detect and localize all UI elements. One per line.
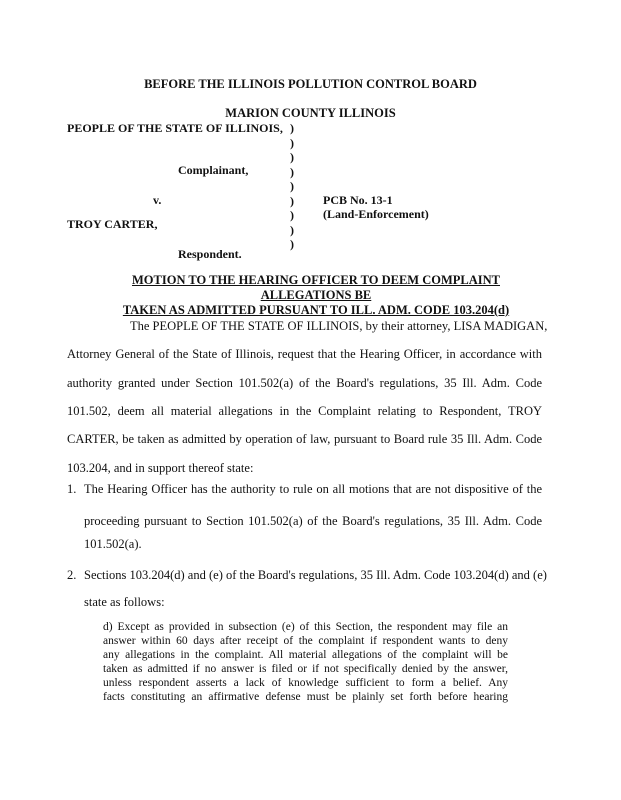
text-line: authority granted under Section 101.502(a) of the Board's regulations, 35 Ill. Adm. Code [67,376,542,390]
caption-bracket: ) [290,222,294,237]
defendant-role: Respondent. [178,247,242,261]
text-line: CARTER, be taken as admitted by operation of law, pursuant to Board rule 35 Ill. Adm. Code [67,432,542,446]
text-line: proceeding pursuant to Section 101.502(a) of the Board's regulations, 35 Ill. Adm. Code [84,514,542,528]
plaintiff-name: PEOPLE OF THE STATE OF ILLINOIS, [67,121,283,135]
quote-line: taken as admitted if no answer is filed or if not specifically denied by the answer, [103,663,508,675]
motion-title-line: TAKEN AS ADMITTED PURSUANT TO ILL. ADM. CODE 103.204(d) [122,303,510,317]
text-line: Attorney General of the State of Illinois, request that the Hearing Officer, in accordance with [67,347,542,361]
text-line: 103.204, and in support thereof state: [67,461,254,475]
caption-bracket: ) [290,179,294,193]
caption-bracket: ) [290,193,294,208]
text-line: The Hearing Officer has the authority to rule on all motions that are not dispositive of the [84,482,542,496]
caption-bracket: ) [290,208,294,222]
plaintiff-role: Complainant, [178,163,249,177]
text-line: Sections 103.204(d) and (e) of the Board's regulations, 35 Ill. Adm. Code 103.204(d) and (e) [84,568,547,582]
caption-bracket: ) [290,150,294,164]
board-heading: BEFORE THE ILLINOIS POLLUTION CONTROL BOARD [144,77,477,91]
motion-title [90,273,542,318]
case-number: PCB No. 13-1 [323,193,393,207]
caption-bracket: ) [290,135,294,150]
quote-line: unless respondent asserts a lack of knowledge sufficient to form a belief. Any [103,677,508,689]
caption-bracket: ) [290,164,294,179]
text-line: 101.502(a). [84,537,142,551]
versus: v. [153,193,162,207]
item-number: 1. [67,482,77,496]
item-number: 2. [67,568,77,582]
quote-line: d) Except as provided in subsection (e) of this Section, the respondent may file an [103,621,508,633]
quote-line: any allegations in the complaint. All material allegations of the complaint will be [103,649,508,661]
text-line: 101.502, deem all material allegations in the Complaint relating to Respondent, TROY [67,404,542,418]
text-line: The PEOPLE OF THE STATE OF ILLINOIS, by their attorney, LISA MADIGAN, [130,319,548,333]
quote-line: answer within 60 days after receipt of the complaint if respondent wants to deny [103,635,508,647]
text-line: state as follows: [84,595,165,609]
caption-bracket: ) [290,121,294,135]
case-type: (Land-Enforcement) [323,207,429,221]
motion-title-line: MOTION TO THE HEARING OFFICER TO DEEM COMPLAINT ALLEGATIONS BE [132,273,500,302]
defendant-name: TROY CARTER, [67,217,158,231]
county-heading: MARION COUNTY ILLINOIS [225,106,396,120]
quote-line: facts constituting an affirmative defense must be plainly set forth before hearing [103,691,508,703]
caption-bracket: ) [290,237,294,251]
